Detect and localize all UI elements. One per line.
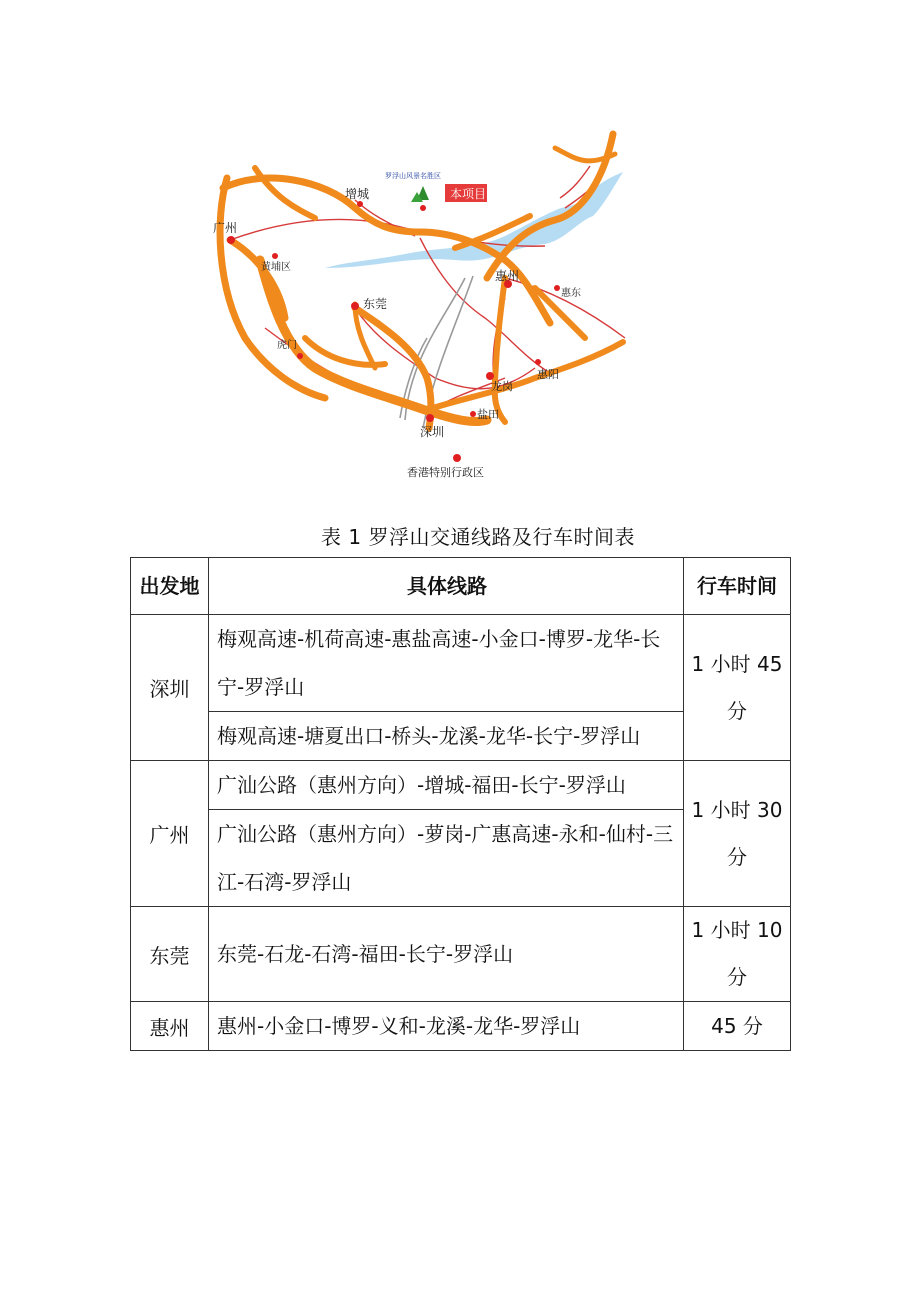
origin-cell: 东莞 — [131, 907, 209, 1002]
project-badge-label: 本项目 — [450, 187, 487, 201]
time-cell: 1 小时 30 分 — [684, 761, 791, 907]
header-route: 具体线路 — [209, 558, 684, 615]
table-row — [131, 1002, 791, 1051]
city-label-zengcheng: 增城 — [345, 187, 370, 201]
header-time: 行车时间 — [684, 558, 791, 615]
route-cell: 梅观高速-塘夏出口-桥头-龙溪-龙华-长宁-罗浮山 — [209, 712, 684, 761]
route-cell: 广汕公路（惠州方向）-增城-福田-长宁-罗浮山 — [209, 761, 684, 810]
city-label-huidong: 惠东 — [561, 288, 581, 299]
origin-cell: 深圳 — [131, 615, 209, 761]
city-label-humen: 虎门 — [277, 340, 297, 351]
route-cell: 广汕公路（惠州方向）-萝岗-广惠高速-永和-仙村-三江-石湾-罗浮山 — [209, 810, 684, 907]
time-cell: 1 小时 10 分 — [684, 907, 791, 1002]
time-cell: 1 小时 45 分 — [684, 615, 791, 761]
route-cell: 梅观高速-机荷高速-惠盐高速-小金口-博罗-龙华-长宁-罗浮山 — [209, 615, 684, 712]
route-table — [130, 557, 791, 1051]
city-label-longgang: 龙岗 — [491, 380, 513, 393]
table-row — [131, 907, 791, 1002]
table-header-row — [131, 558, 791, 615]
time-cell: 45 分 — [684, 1002, 791, 1051]
city-label-hongkong: 香港特别行政区 — [407, 466, 484, 479]
table-row — [131, 761, 791, 810]
route-cell: 惠州-小金口-博罗-义和-龙溪-龙华-罗浮山 — [209, 1002, 684, 1051]
city-label-huizhou: 惠州 — [495, 269, 520, 283]
scenic-area-label: 罗浮山风景名胜区 — [385, 172, 441, 180]
route-map — [205, 128, 635, 488]
table-caption: 表 1 罗浮山交通线路及行车时间表 — [321, 525, 635, 549]
city-label-huangpu: 黄埔区 — [261, 262, 291, 273]
city-label-yantian: 盐田 — [477, 408, 499, 421]
city-label-huiyang: 惠阳 — [537, 368, 559, 381]
mountain-icon — [411, 186, 429, 202]
header-origin: 出发地 — [131, 558, 209, 615]
origin-cell: 惠州 — [131, 1002, 209, 1051]
origin-cell: 广州 — [131, 761, 209, 907]
city-label-dongguan: 东莞 — [363, 297, 388, 311]
city-label-shenzhen: 深圳 — [420, 425, 445, 439]
route-cell: 东莞-石龙-石湾-福田-长宁-罗浮山 — [209, 907, 684, 1002]
table-row — [131, 615, 791, 712]
city-label-guangzhou: 广州 — [213, 221, 238, 235]
